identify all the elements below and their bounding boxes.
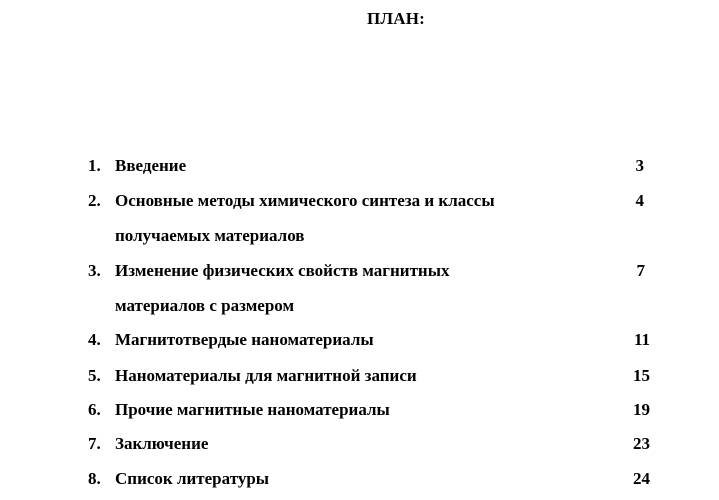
- entry-title-line: Прочие магнитные наноматериалы: [115, 400, 390, 419]
- entry-title-line: Введение: [115, 156, 187, 175]
- page-title: ПЛАН:: [366, 9, 426, 28]
- entry-title: [115, 253, 585, 323]
- entry-title-line: Список литературы: [115, 469, 270, 488]
- entry-number: 3.: [88, 261, 101, 280]
- entry-page-number: 7: [636, 261, 645, 280]
- entry-page-number: 4: [635, 191, 644, 210]
- entry-number: 7.: [88, 434, 101, 453]
- entry-title: [115, 426, 585, 461]
- entry-title: [115, 183, 585, 253]
- entry-number: 8.: [88, 469, 101, 488]
- entry-title: [115, 392, 585, 427]
- entry-page-number: 11: [633, 330, 650, 349]
- entry-title-line: материалов с размером: [115, 296, 295, 315]
- entry-number: 1.: [88, 156, 101, 175]
- entry-title: [115, 322, 585, 357]
- entry-number: 4.: [88, 330, 101, 349]
- entry-number: 5.: [88, 366, 101, 385]
- entry-title-line: Основные методы химического синтеза и классы: [115, 191, 495, 210]
- entry-page-number: 24: [633, 469, 650, 488]
- entry-page-number: 3: [635, 156, 644, 175]
- entry-title-line: Магнитотвердые наноматериалы: [115, 330, 374, 349]
- entry-number: 2.: [88, 191, 101, 210]
- entry-page-number: 15: [633, 366, 650, 385]
- entry-number: 6.: [88, 400, 101, 419]
- entry-page-number: 19: [633, 400, 650, 419]
- entry-title-line: получаемых материалов: [115, 226, 305, 245]
- entry-title-line: Заключение: [115, 434, 209, 453]
- entry-title-line: Наноматериалы для магнитной записи: [115, 366, 417, 385]
- entry-page-number: 23: [633, 434, 650, 453]
- entry-title: [115, 461, 585, 496]
- entry-title-line: Изменение физических свойств магнитных: [115, 261, 450, 280]
- entry-title: [115, 148, 585, 183]
- entry-title: [115, 358, 585, 393]
